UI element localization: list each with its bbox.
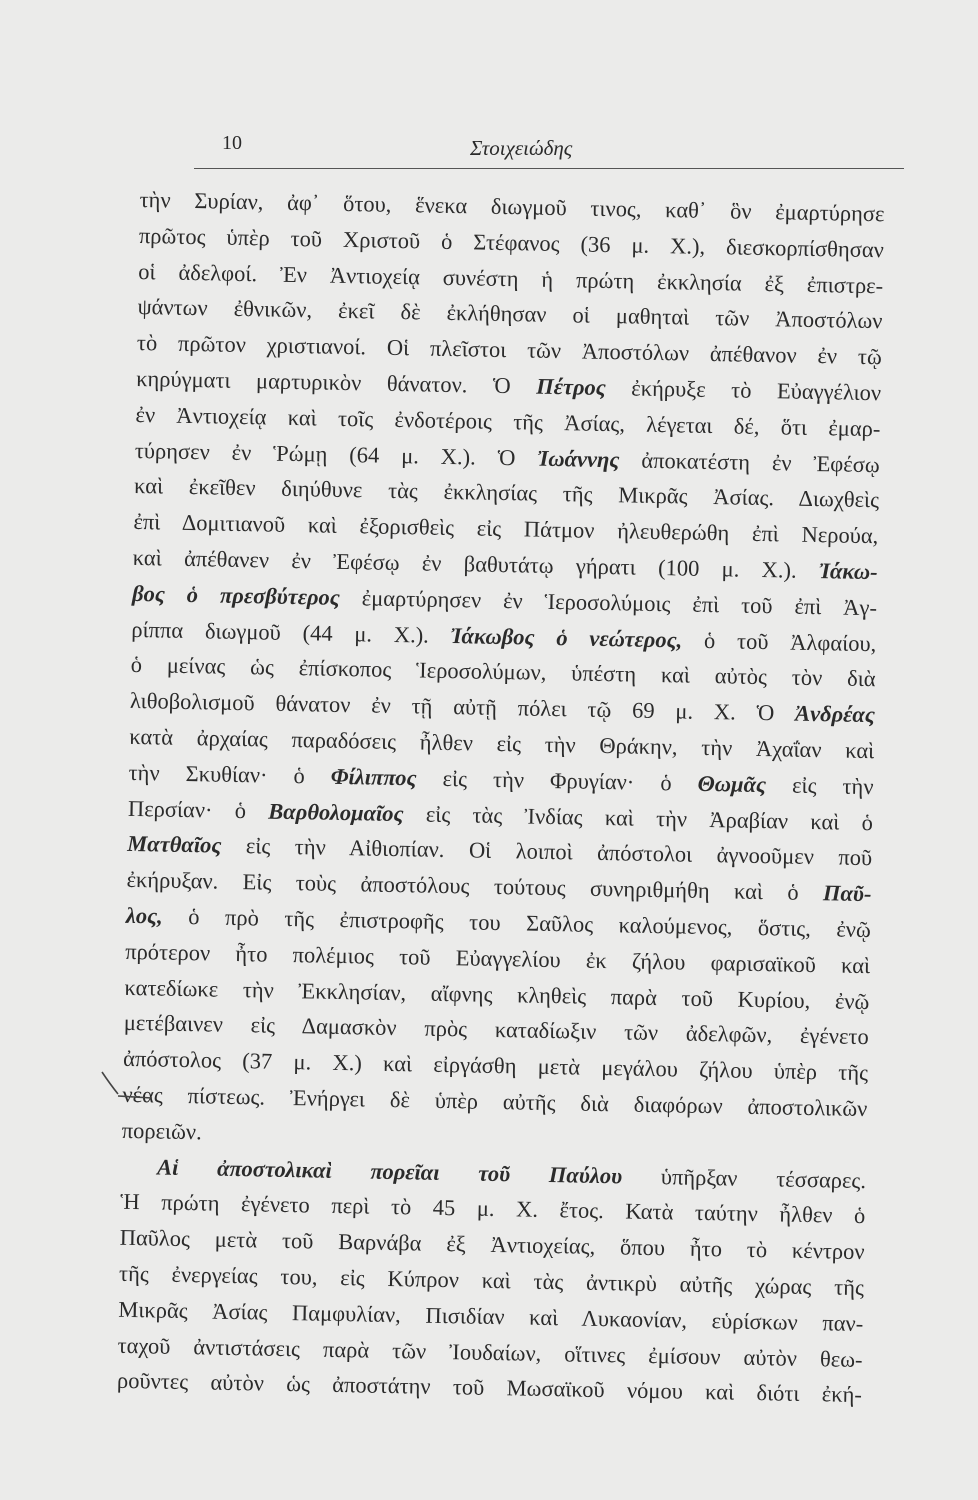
- text-run: Περσίαν· ὁ: [127, 795, 269, 824]
- text-run: εἰς τὴν Αἰθιοπίαν. Οἱ λοιποὶ ἀπόστολοι ἀγνοοῦμεν ποῦ: [221, 833, 873, 871]
- text-run: ἀποκατέστη ἐν Ἐφέσῳ: [619, 446, 880, 477]
- body-text: [117, 182, 885, 1413]
- text-run: καὶ ἀπέθανεν ἐν Ἐφέσῳ ἐν βαθυτάτῳ γήρατι (100 μ. Χ.).: [132, 544, 820, 584]
- text-run: ρίππα διωγμοῦ (44 μ. Χ.).: [131, 616, 451, 648]
- text-line: ἐπὶ Δομιτιανοῦ καὶ ἐξορισθεὶς εἰς Πάτμον ἠλευθερώθη ἐπὶ Νερούα,: [133, 509, 879, 549]
- text-run: ἐκήρυξε τὸ Εὐαγγέλιον: [605, 374, 882, 406]
- text-line: οἱ ἀδελφοί. Ἐν Ἀντιοχείᾳ συνέστη ἡ πρώτη ἐκκλησία ἐξ ἐπιστρε-: [138, 258, 884, 298]
- text-line: πρότερον ἦτο πολέμιος τοῦ Εὐαγγελίου ἐκ ζήλου φαρισαϊκοῦ καὶ: [124, 938, 871, 978]
- text-line: τὴν Συρίαν, ἀφ᾽ ὅτου, ἕνεκα διωγμοῦ τινος, καθ᾽ ὃν ἐμαρτύρησε: [139, 186, 885, 227]
- running-head: Στοιχειώδης: [470, 136, 573, 160]
- text-run: τύρησεν ἐν Ῥώμῃ (64 μ. Χ.). Ὁ: [134, 437, 538, 471]
- text-run: ὁ πρὸ τῆς ἐπιστροφῆς του Σαῦλος καλούμενος, ὅστις, ἐνῷ: [162, 903, 872, 943]
- text-line: καὶ ἐκεῖθεν διηύθυνε τὰς ἐκκλησίας τῆς Μικρᾶς Ἀσίας. Διωχθεὶς: [133, 473, 880, 513]
- name-petros: Πέτρος: [536, 373, 607, 400]
- text-line: ροῦντες αὐτὸν ὡς ἀποστάτην τοῦ Μωσαϊκοῦ νόμου καὶ διότι ἐκή-: [116, 1368, 863, 1408]
- name-pavlos-start: Παῦ-: [822, 880, 872, 907]
- text-line: τῆς ἐνεργείας του, εἰς Κύπρον καὶ τὰς ἀντικρὺ αὐτῆς χώρας τῆς: [118, 1260, 865, 1301]
- text-line: ψάντων ἐθνικῶν, ἐκεῖ δὲ ἐκλήθησαν οἱ μαθηταὶ τῶν Ἀποστόλων: [137, 294, 883, 334]
- text-line: μετέβαινεν εἰς Δαμασκὸν πρὸς καταδίωξιν τῶν ἀδελφῶν, ἐγένετο: [123, 1010, 869, 1050]
- text-line: πρῶτος ὑπὲρ τοῦ Χριστοῦ ὁ Στέφανος (36 μ. Χ.), διεσκορπίσθησαν: [138, 222, 885, 263]
- text-run: ἐμαρτύρησεν ἐν Ἱεροσολύμοις ἐπὶ τοῦ ἐπὶ Ἀγ-: [339, 584, 878, 620]
- page-header: [170, 128, 920, 168]
- text-run: λιθοβολισμοῦ θάνατον ἐν τῇ αὐτῇ πόλει τῷ 69 μ. Χ. Ὁ: [129, 688, 796, 726]
- paragraph-2-body: [117, 1184, 866, 1413]
- text-run: κηρύγματι μαρτυρικὸν θάνατον. Ὁ: [135, 365, 537, 399]
- text-line: ὁ μείνας ὡς ἐπίσκοπος Ἱεροσολύμων, ὑπέστη καὶ αὐτὸς τὸν διὰ: [130, 652, 876, 692]
- text-run: ἐκήρυξαν. Εἰς τοὺς ἀποστόλους τούτους συνηριθμήθη καὶ ὁ: [126, 867, 824, 906]
- text-run: εἰς τὴν: [765, 771, 874, 799]
- name-iakovos-neoteros: Ἰάκωβος ὁ νεώτερος,: [450, 622, 683, 653]
- name-iakovos-presvyteros-start: Ἰάκω-: [818, 558, 878, 585]
- text-line: Ἡ πρώτη ἐγένετο περὶ τὸ 45 μ. Χ. ἔτος. Κατὰ ταύτην ἦλθεν ὁ: [120, 1189, 866, 1229]
- name-andreas: Ἀνδρέας: [794, 700, 876, 728]
- name-ioannis: Ἰωάννης: [537, 445, 620, 472]
- page-number: 10: [222, 132, 242, 154]
- text-run: εἰς τὰς Ἰνδίας καὶ τὴν Ἀραβίαν καὶ ὁ: [403, 800, 874, 835]
- handwritten-pen-mark: [96, 1060, 216, 1120]
- text-run: τὴν Σκυθίαν· ὁ: [128, 759, 332, 789]
- text-line: ἀπόστολος (37 μ. Χ.) καὶ εἰργάσθη μετὰ μεγάλου ζήλου ὑπὲρ τῆς: [122, 1045, 869, 1086]
- text-line: Παῦλος μετὰ τοῦ Βαρνάβα ἐξ Ἀντιοχείας, ὅπου ἦτο τὸ κέντρον: [119, 1224, 865, 1265]
- header-rule: [194, 168, 904, 169]
- paragraph-1: [121, 182, 884, 1163]
- name-pavlos-end: λος,: [125, 902, 164, 929]
- name-matthaios: Ματθαῖος: [127, 831, 222, 859]
- name-iakovos-presvyteros-end: βος ὁ πρεσβύτερος: [131, 580, 341, 610]
- text-line: κατεδίωκε τὴν Ἐκκλησίαν, αἴφνης κληθεὶς παρὰ τοῦ Κυρίου, ἐνῷ: [124, 974, 870, 1014]
- text-run: ὁ τοῦ Ἀλφαίου,: [682, 627, 877, 656]
- name-vartholomaios: Βαρθολομαῖος: [268, 798, 404, 826]
- text-run: ὑπῆρξαν τέσσαρες.: [621, 1162, 867, 1193]
- text-line: τὸ πρῶτον χριστιανοί. Οἱ πλεῖστοι τῶν Ἀποστόλων ἀπέθανον ἐν τῷ: [136, 330, 883, 370]
- text-line: πορειῶν.: [121, 1117, 202, 1145]
- text-line: ταχοῦ ἀντιστάσεις παρὰ τῶν Ἰουδαίων, οἵτινες ἐμίσουν αὐτὸν θεω-: [117, 1332, 863, 1372]
- text-line: κατὰ ἀρχαίας παραδόσεις ἦλθεν εἰς τὴν Θράκην, τὴν Ἀχαΐαν καὶ: [129, 723, 875, 764]
- text-line: ἐν Ἀντιοχείᾳ καὶ τοῖς ἐνδοτέροις τῆς Ἀσίας, λέγεται δέ, ὅτι ἐμαρ-: [135, 401, 881, 442]
- name-filippos: Φίλιππος: [330, 763, 417, 791]
- text-line: Μικρᾶς Ἀσίας Παμφυλίαν, Πισιδίαν καὶ Λυκαονίαν, εὑρίσκων παν-: [118, 1296, 864, 1336]
- text-line: νέας πίστεως. Ἐνήργει δὲ ὑπὲρ αὐτῆς διὰ διαφόρων ἀποστολικῶν: [122, 1081, 868, 1122]
- text-run: εἰς τὴν Φρυγίαν· ὁ: [416, 765, 698, 796]
- name-thomas: Θωμᾶς: [697, 770, 767, 797]
- section-heading: Αἱ ἀποστολικαὶ πορεῖαι τοῦ Παύλου: [156, 1154, 623, 1188]
